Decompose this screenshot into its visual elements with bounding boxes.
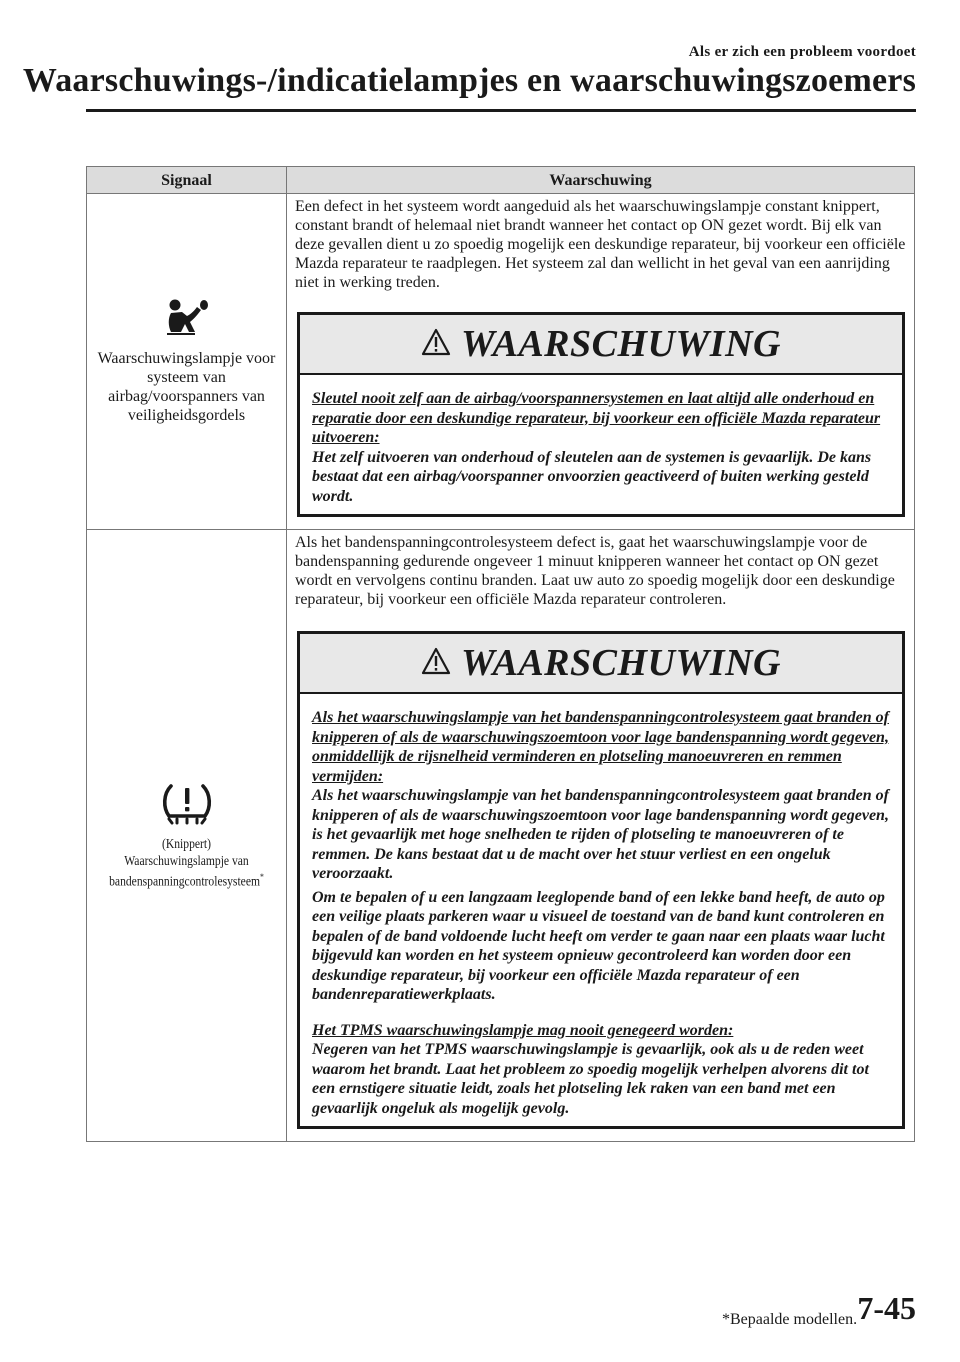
description-cell [287, 530, 915, 1142]
warning-text: Het zelf uitvoeren van onderhoud of sleutelen aan de systemen is gevaarlijk. De kans bestaat dat een airbag/voorspanner onvoorzien geactiveerd of buiten werking gesteld wordt. [312, 448, 872, 505]
signal-cell [87, 194, 287, 530]
signal-label-system [104, 869, 268, 890]
title-rule [86, 109, 916, 112]
warning-box [297, 312, 905, 517]
warning-underlined-text: Als het waarschuwingslampje van het bandenspanningcontrolesysteem gaat branden of knipperen of als de waarschuwingszoemtoon voor lage bandenspanning wordt gegeven, onmiddellijk de rijsnelheid verminderen en plotseling manoeuvreren en remmen vermijden: [312, 709, 889, 785]
table-row [87, 194, 915, 530]
description-cell [287, 194, 915, 530]
column-header-signal: Signaal [87, 167, 287, 194]
tire-pressure-warning-icon [159, 782, 215, 831]
warning-text: Om te bepalen of u een langzaam leeglopende band of een lekke band heeft, de auto op een veilige plaats parkeren waar u visueel de toestand van de band kunt controleren en bepalen of de band voldoende lucht heeft om verder te gaan naar een plaats waar lucht bijgevuld kan worden en het systeem opnieuw gecontroleerd kan worden door een deskundige reparateur, bij voorkeur een officiële Mazda reparateur of een bandenreparatiewerkplaats. [312, 888, 885, 1003]
description-text: Als het bandenspanningcontrolesysteem defect is, gaat het waarschuwingslampje voor de bandenspanning gedurende ongeveer 1 minuut knipperen wanneer het contact op ON gezet wordt en vervolgens continu branden. Laat uw auto zo spoedig mogelijk door een deskundige reparateur, bij voorkeur een officiële Mazda reparateur controleren. [295, 534, 895, 608]
table-row [87, 530, 915, 1142]
warning-title: WAARSCHUWING [461, 641, 781, 684]
warning-underlined-text: Sleutel nooit zelf aan de airbag/voorspannersystemen en laat altijd alle onderhoud en reparatie door een deskundige reparateur, bij voorkeur een officiële Mazda reparateur uitvoeren: [312, 390, 881, 446]
footnote: *Bepaalde modellen. [722, 1311, 858, 1328]
section-label: Als er zich een probleem voordoet [688, 44, 916, 60]
airbag-seatbelt-warning-icon [165, 298, 209, 343]
chapter-title: Waarschuwings-/indicatielampjes en waarschuwingszoemers [22, 62, 916, 99]
page-number: 7-45 [857, 1290, 916, 1326]
signal-table [86, 166, 915, 1142]
warning-triangle-icon [421, 647, 451, 680]
warning-text: Als het waarschuwingslampje van het bandenspanningcontrolesysteem gaat branden of knipperen of als de waarschuwingszoemtoon voor lage bandenspanning wordt gegeven, is het gevaarlijk met hoge snelheden te rijden of plotseling te manoeuvreren of te remmen. De kans bestaat dat u de macht over het stuur verliest en een ongeluk veroorzaakt. [312, 787, 889, 882]
signal-label [104, 852, 268, 869]
table-header-row [87, 167, 915, 194]
warning-triangle-icon [421, 328, 451, 361]
signal-label-line2: Waarschuwingslampje van [124, 852, 249, 868]
warning-text: Negeren van het TPMS waarschuwingslampje is gevaarlijk, ook als u de reden weet waarom het brandt. Laat het probleem zo spoedig mogelijk verhelpen alvorens dit tot een ernstigere situatie leidt, zoals het plotseling lek raken van een band met een gevaarlijk ongeluk als mogelijk gevolg. [312, 1041, 869, 1117]
warning-box [297, 631, 905, 1129]
warning-title: WAARSCHUWING [461, 322, 781, 365]
footnote-mark: * [260, 871, 264, 882]
column-header-warning: Waarschuwing [287, 167, 915, 194]
description-text: Een defect in het systeem wordt aangeduid als het waarschuwingslampje constant knippert, constant brandt of helemaal niet brandt wanneer het contact op ON gezet wordt. Bij elk van deze gevallen dient u zo spoedig mogelijk een deskundige reparateur, bij voorkeur een officiële Mazda reparateur te raadplegen. Het systeem zal dan wellicht in het geval van een aanrijding niet in werking treden. [295, 198, 906, 291]
signal-label: Waarschuwingslampje voor systeem van airbag/voorspanners van veiligheidsgordels [97, 350, 276, 424]
warning-underlined-text: Het TPMS waarschuwingslampje mag nooit genegeerd worden: [312, 1021, 734, 1039]
warning-body [300, 375, 902, 514]
warning-header [300, 634, 902, 694]
warning-body [300, 694, 902, 1126]
warning-header [300, 315, 902, 375]
signal-cell [87, 530, 287, 1142]
signal-label-line3: bandenspanningcontrolesysteem [109, 873, 261, 889]
signal-label-blinking: (Knippert) [161, 835, 211, 851]
